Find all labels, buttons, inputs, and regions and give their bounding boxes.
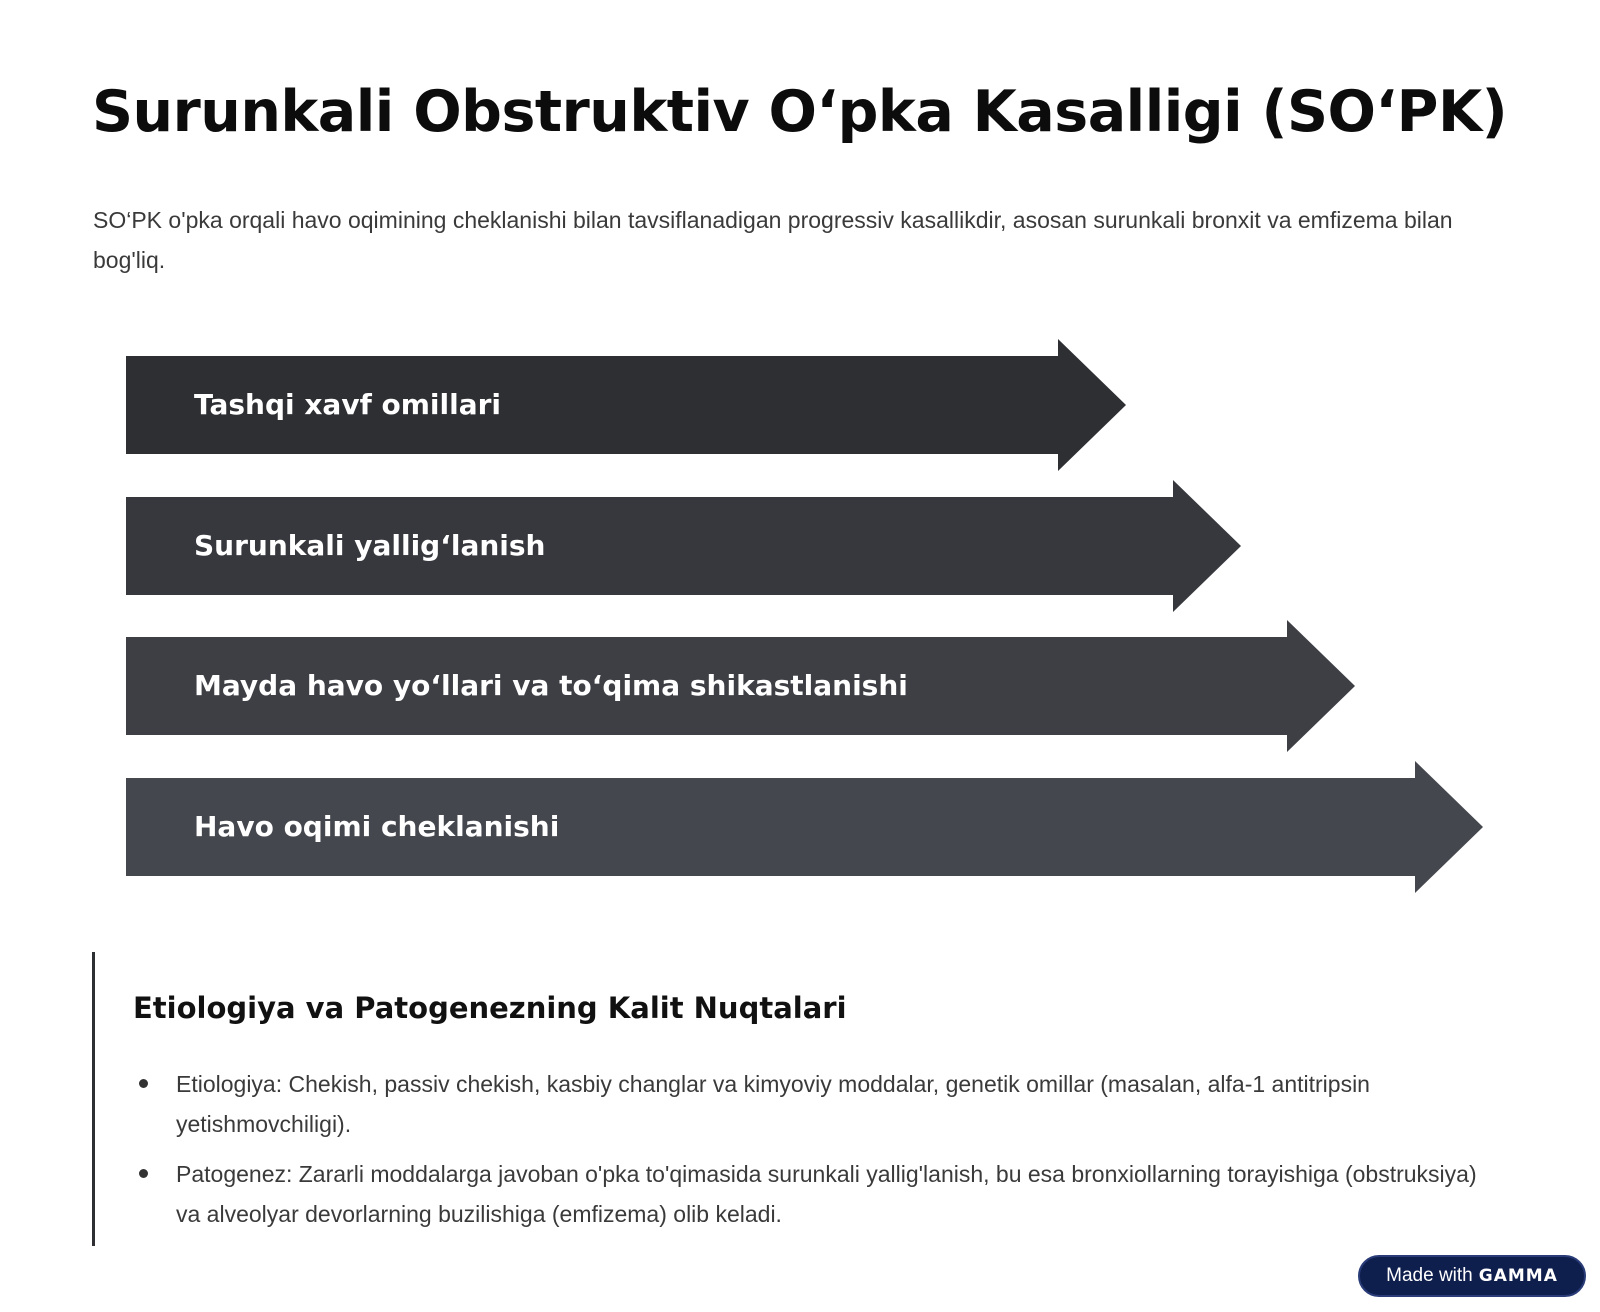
key-points-section <box>92 952 1515 1246</box>
key-points-title: Etiologiya va Patogenezning Kalit Nuqtalari <box>133 991 847 1025</box>
key-points-list <box>133 1064 1483 1244</box>
list-item-text: Etiologiya: Chekish, passiv chekish, kasbiy changlar va kimyoviy moddalar, genetik omillar (masalan, alfa-1 antitripsin yetishmovchiligi). <box>176 1071 1370 1137</box>
list-item <box>133 1064 1483 1144</box>
bullet-icon <box>139 1169 148 1178</box>
list-item-text: Patogenez: Zararli moddalarga javoban o'pka to'qimasida surunkali yallig'lanish, bu esa bronxiollarning torayishiga (obstruksiya) va alveolyar devorlarning buzilishiga (emfizema) olib keladi. <box>176 1161 1477 1227</box>
flow-step-label: Mayda havo yo‘llari va to‘qima shikastlanishi <box>194 669 908 702</box>
gamma-logo-icon: GAMMA <box>1478 1266 1558 1286</box>
bullet-icon <box>139 1079 148 1088</box>
flow-step-external-risk-factors <box>126 339 1126 471</box>
page-title: Surunkali Obstruktiv O‘pka Kasalligi (SO‘PK) <box>92 79 1508 145</box>
made-with-gamma-badge[interactable] <box>1358 1255 1586 1297</box>
flow-step-label: Surunkali yallig‘lanish <box>194 529 546 562</box>
flow-step-label: Havo oqimi cheklanishi <box>194 810 560 843</box>
intro-paragraph: SO‘PK o'pka orqali havo oqimining cheklanishi bilan tavsiflanadigan progressiv kasallikdir, asosan surunkali bronxit va emfizema bilan bog'liq. <box>93 207 1453 273</box>
flow-step-chronic-inflammation <box>126 480 1241 612</box>
flow-step-label: Tashqi xavf omillari <box>194 388 502 421</box>
flow-step-airflow-limitation <box>126 761 1483 893</box>
list-item <box>133 1154 1483 1234</box>
badge-prefix: Made with <box>1386 1265 1473 1286</box>
flow-step-airway-tissue-damage <box>126 620 1355 752</box>
